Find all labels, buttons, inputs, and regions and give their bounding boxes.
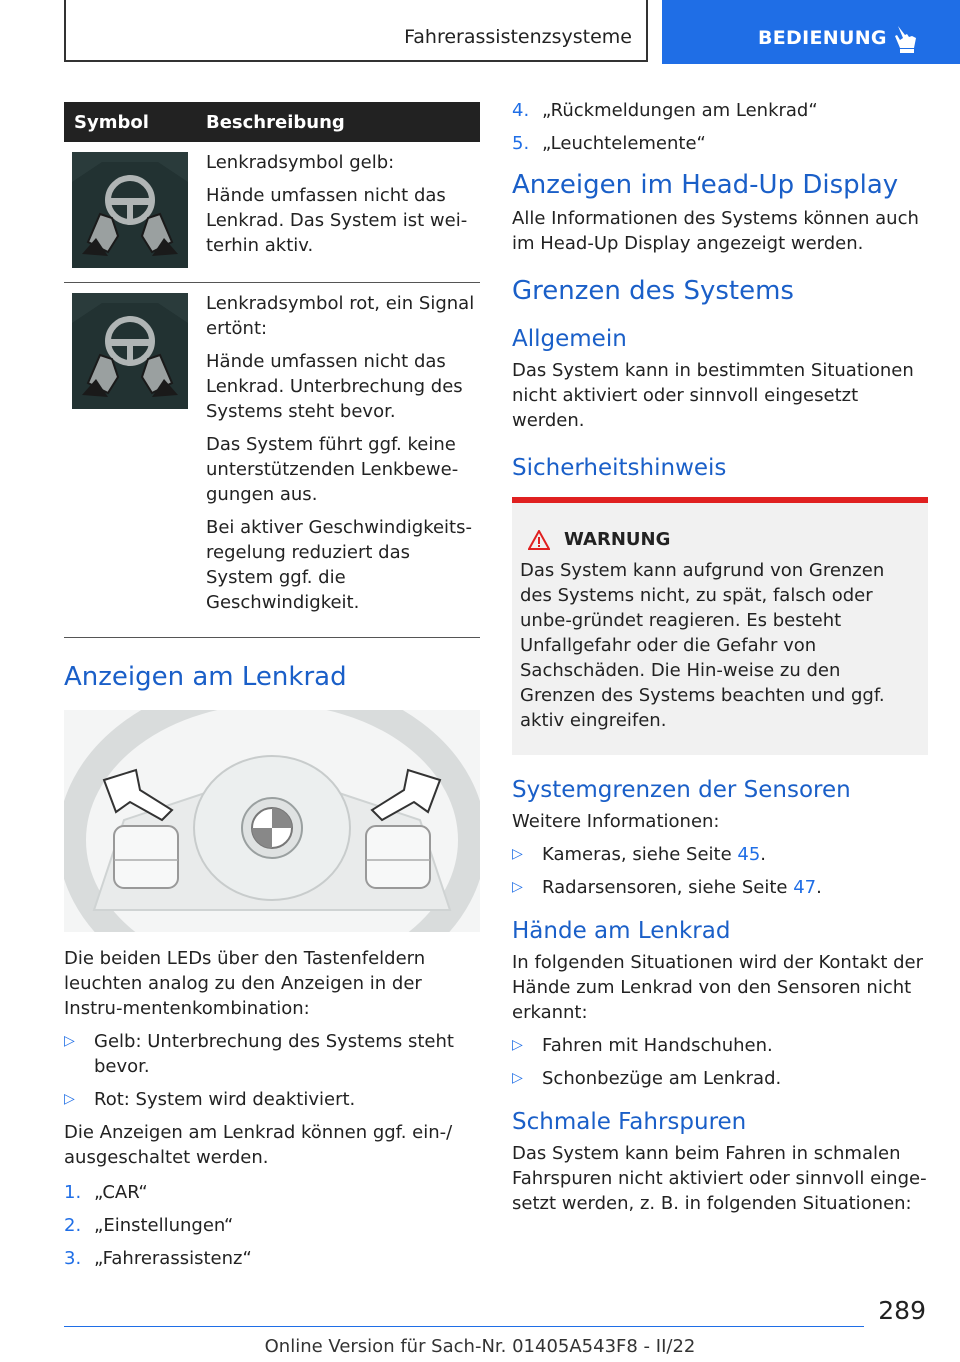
paragraph-schmal: Das System kann beim Fahren in schmalen Fahrspuren nicht aktiviert oder sinnvoll einge-setzt werden, z. B. in folgenden Situationen: (512, 1143, 927, 1214)
hand-pointer-icon (894, 24, 920, 54)
row1-desc-1: Lenkradsymbol gelb: (206, 152, 395, 173)
header-section-box (64, 0, 648, 62)
heading-allgemein: Allgemein (512, 326, 627, 352)
heading-sensoren: Systemgrenzen der Sensoren (512, 777, 851, 803)
heading-hud: Anzeigen im Head-Up Display (512, 170, 899, 200)
right-column (512, 98, 928, 1216)
list-item: ▷ Kameras, siehe Seite 45. (512, 842, 928, 867)
row2-desc-4: Bei aktiver Geschwindigkeits-regelung reduziert das System ggf. die Geschwindigkeit. (206, 517, 472, 613)
symbol-table (64, 102, 480, 638)
list-item: ▷ Fahren mit Handschuhen. (512, 1033, 928, 1058)
led-list (64, 1029, 480, 1112)
list-item: 5. „Leuchtelemente“ (512, 133, 706, 154)
list-item: ▷ Radarsensoren, siehe Seite 47. (512, 875, 928, 900)
table-header-description: Beschreibung (202, 102, 480, 142)
list-item: 4. „Rückmeldungen am Lenkrad“ (512, 100, 818, 121)
row2-desc-1: Lenkradsymbol rot, ein Signal ertönt: (206, 293, 475, 339)
link-page-47[interactable]: 47 (793, 877, 817, 898)
row1-desc-2: Hände umfassen nicht das Lenkrad. Das System ist wei-terhin aktiv. (206, 185, 468, 256)
steps-list-left (64, 1180, 480, 1271)
heading-schmal: Schmale Fahrspuren (512, 1109, 747, 1135)
paragraph-sensoren: Weitere Informationen: (512, 811, 720, 832)
header-chapter-title: BEDIENUNG (758, 27, 887, 49)
table-row (64, 142, 480, 283)
header-section-title: Fahrerassistenzsysteme (404, 26, 632, 48)
warning-title: WARNUNG (564, 529, 671, 550)
steps-list-right (512, 98, 928, 156)
table-header-symbol: Symbol (64, 102, 202, 142)
list-item: ▷ Schonbezüge am Lenkrad. (512, 1066, 928, 1091)
paragraph-haende: In folgenden Situationen wird der Kontakt der Hände zum Lenkrad von den Sensoren nicht erkannt: (512, 952, 924, 1023)
list-item: 3. „Fahrerassistenz“ (64, 1248, 252, 1269)
list-item: 1. „CAR“ (64, 1182, 148, 1203)
warning-triangle-icon (528, 530, 550, 550)
page-number: 289 (878, 1296, 926, 1325)
paragraph-allgemein: Das System kann in bestimmten Situationen nicht aktiviert oder sinnvoll eingesetzt werden. (512, 360, 914, 431)
heading-sicherheitshinweis: Sicherheitshinweis (512, 455, 727, 481)
heading-anzeigen-lenkrad: Anzeigen am Lenkrad (64, 662, 347, 692)
list-item: 2. „Einstellungen“ (64, 1215, 234, 1236)
warning-text: Das System kann aufgrund von Grenzen des Systems nicht, zu spät, falsch oder unbe-gründet reagieren. Es besteht Unfallgefahr oder die Gefahr von Sachschäden. Die Hin-weise zu den Grenzen des Systems beachten und ggf. aktiv eingreifen. (520, 560, 885, 731)
table-row (64, 283, 480, 638)
footer-text: Online Version für Sach-Nr. 01405A543F8 - II/22 (264, 1336, 696, 1357)
paragraph-ein-aus: Die Anzeigen am Lenkrad können ggf. ein-/ ausgeschaltet werden. (64, 1122, 453, 1168)
left-column (64, 102, 480, 1279)
footer-divider (64, 1326, 864, 1327)
link-page-45[interactable]: 45 (737, 844, 761, 865)
paragraph-leds: Die beiden LEDs über den Tastenfeldern leuchten analog zu den Anzeigen in der Instru-mentenkombination: (64, 948, 426, 1019)
steering-wheel-red-icon (72, 293, 188, 409)
heading-grenzen: Grenzen des Systems (512, 276, 794, 306)
heading-haende: Hände am Lenkrad (512, 918, 731, 944)
header-chapter-box (662, 0, 960, 64)
row2-desc-2: Hände umfassen nicht das Lenkrad. Unterbrechung des Systems steht bevor. (206, 351, 463, 422)
warning-box (512, 497, 928, 755)
list-item: ▷ Gelb: Unterbrechung des Systems steht bevor. (64, 1029, 480, 1079)
list-item: ▷ Rot: System wird deaktiviert. (64, 1087, 480, 1112)
steering-wheel-illustration (64, 710, 480, 932)
row2-desc-3: Das System führt ggf. keine unterstützenden Lenkbewe-gungen aus. (206, 434, 459, 505)
steering-wheel-yellow-icon (72, 152, 188, 268)
paragraph-hud: Alle Informationen des Systems können auch im Head-Up Display angezeigt werden. (512, 208, 919, 254)
sensor-list (512, 842, 928, 900)
haende-list (512, 1033, 928, 1091)
